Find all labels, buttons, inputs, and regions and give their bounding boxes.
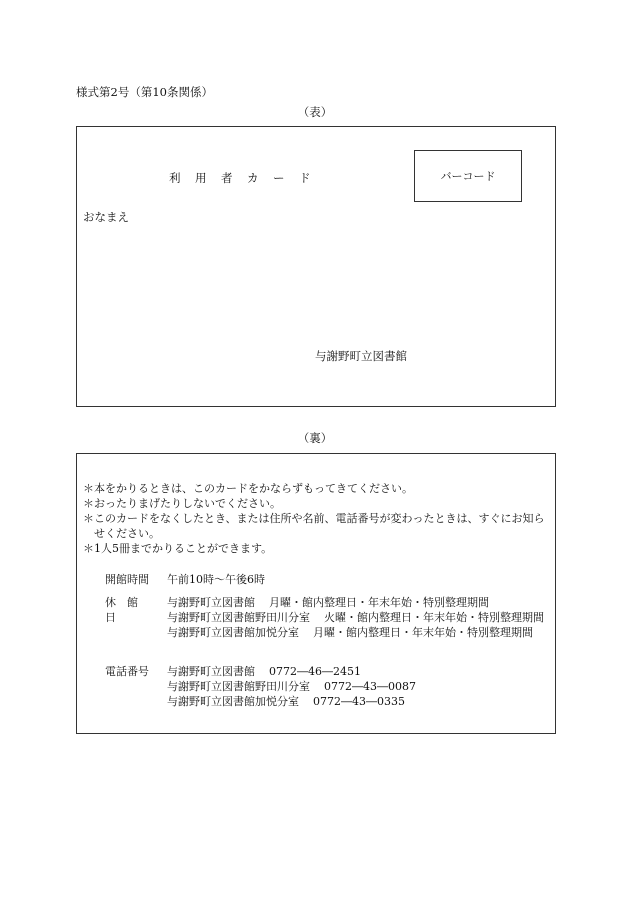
form-number: 様式第2号（第10条関係） xyxy=(76,85,213,99)
card-title-char: カ xyxy=(247,171,259,185)
branch-name: 与謝野町立図書館 xyxy=(167,665,255,678)
note-item xyxy=(83,541,553,556)
branch-name: 与謝野町立図書館加悦分室 xyxy=(167,626,299,639)
card-back xyxy=(76,453,556,734)
card-title-char: 利 xyxy=(169,171,181,185)
card-title-char: 者 xyxy=(221,171,233,185)
barcode-label: バーコード xyxy=(440,170,496,183)
card-title xyxy=(169,170,325,186)
closed-days-line xyxy=(167,610,557,625)
card-title-char: ー xyxy=(273,171,285,185)
notes-list xyxy=(83,481,553,556)
name-label: おなまえ xyxy=(83,210,129,224)
phone-number: 0772―46―2451 xyxy=(269,665,361,678)
note-text: 本をかりるときは、このカードをかならずもってきてください。 xyxy=(94,482,413,495)
closed-days-line xyxy=(167,625,557,640)
phone-number: 0772―43―0335 xyxy=(313,695,405,708)
branch-name: 与謝野町立図書館野田川分室 xyxy=(167,611,310,624)
closed-days: 火曜・館内整理日・年末年始・特別整理期間 xyxy=(324,611,544,624)
asterisk-icon: ＊ xyxy=(83,542,94,555)
note-item xyxy=(83,496,553,511)
note-item xyxy=(83,511,553,541)
phone-line xyxy=(167,679,557,694)
phone-line xyxy=(167,694,557,709)
note-text: おったりまげたりしないでください。 xyxy=(94,497,281,510)
branch-name: 与謝野町立図書館加悦分室 xyxy=(167,695,299,708)
branch-name: 与謝野町立図書館 xyxy=(167,596,255,609)
card-title-char: ド xyxy=(299,171,311,185)
note-item xyxy=(83,481,553,496)
closed-days-line xyxy=(167,595,557,610)
barcode-box xyxy=(414,150,522,202)
back-side-label: （裏） xyxy=(297,431,333,445)
note-text: 1人5冊までかりることができます。 xyxy=(94,542,273,555)
card-front xyxy=(76,126,556,407)
closed-days: 月曜・館内整理日・年末年始・特別整理期間 xyxy=(269,596,489,609)
closed-days-label: 休 館 日 xyxy=(105,596,149,624)
phone-label: 電話番号 xyxy=(105,665,149,678)
asterisk-icon: ＊ xyxy=(83,482,94,495)
front-side-label: （表） xyxy=(297,105,333,119)
branch-name: 与謝野町立図書館野田川分室 xyxy=(167,680,310,693)
closed-days: 月曜・館内整理日・年末年始・特別整理期間 xyxy=(313,626,533,639)
phone-line xyxy=(167,664,557,679)
hours-value: 午前10時〜午後6時 xyxy=(167,573,265,586)
phone-number: 0772―43―0087 xyxy=(324,680,416,693)
note-text: このカードをなくしたとき、または住所や名前、電話番号が変わったときは、すぐにお知らせください。 xyxy=(94,512,545,540)
asterisk-icon: ＊ xyxy=(83,512,94,525)
library-name: 与謝野町立図書館 xyxy=(315,349,407,363)
asterisk-icon: ＊ xyxy=(83,497,94,510)
card-title-char: 用 xyxy=(195,171,207,185)
hours-label: 開館時間 xyxy=(105,573,149,586)
